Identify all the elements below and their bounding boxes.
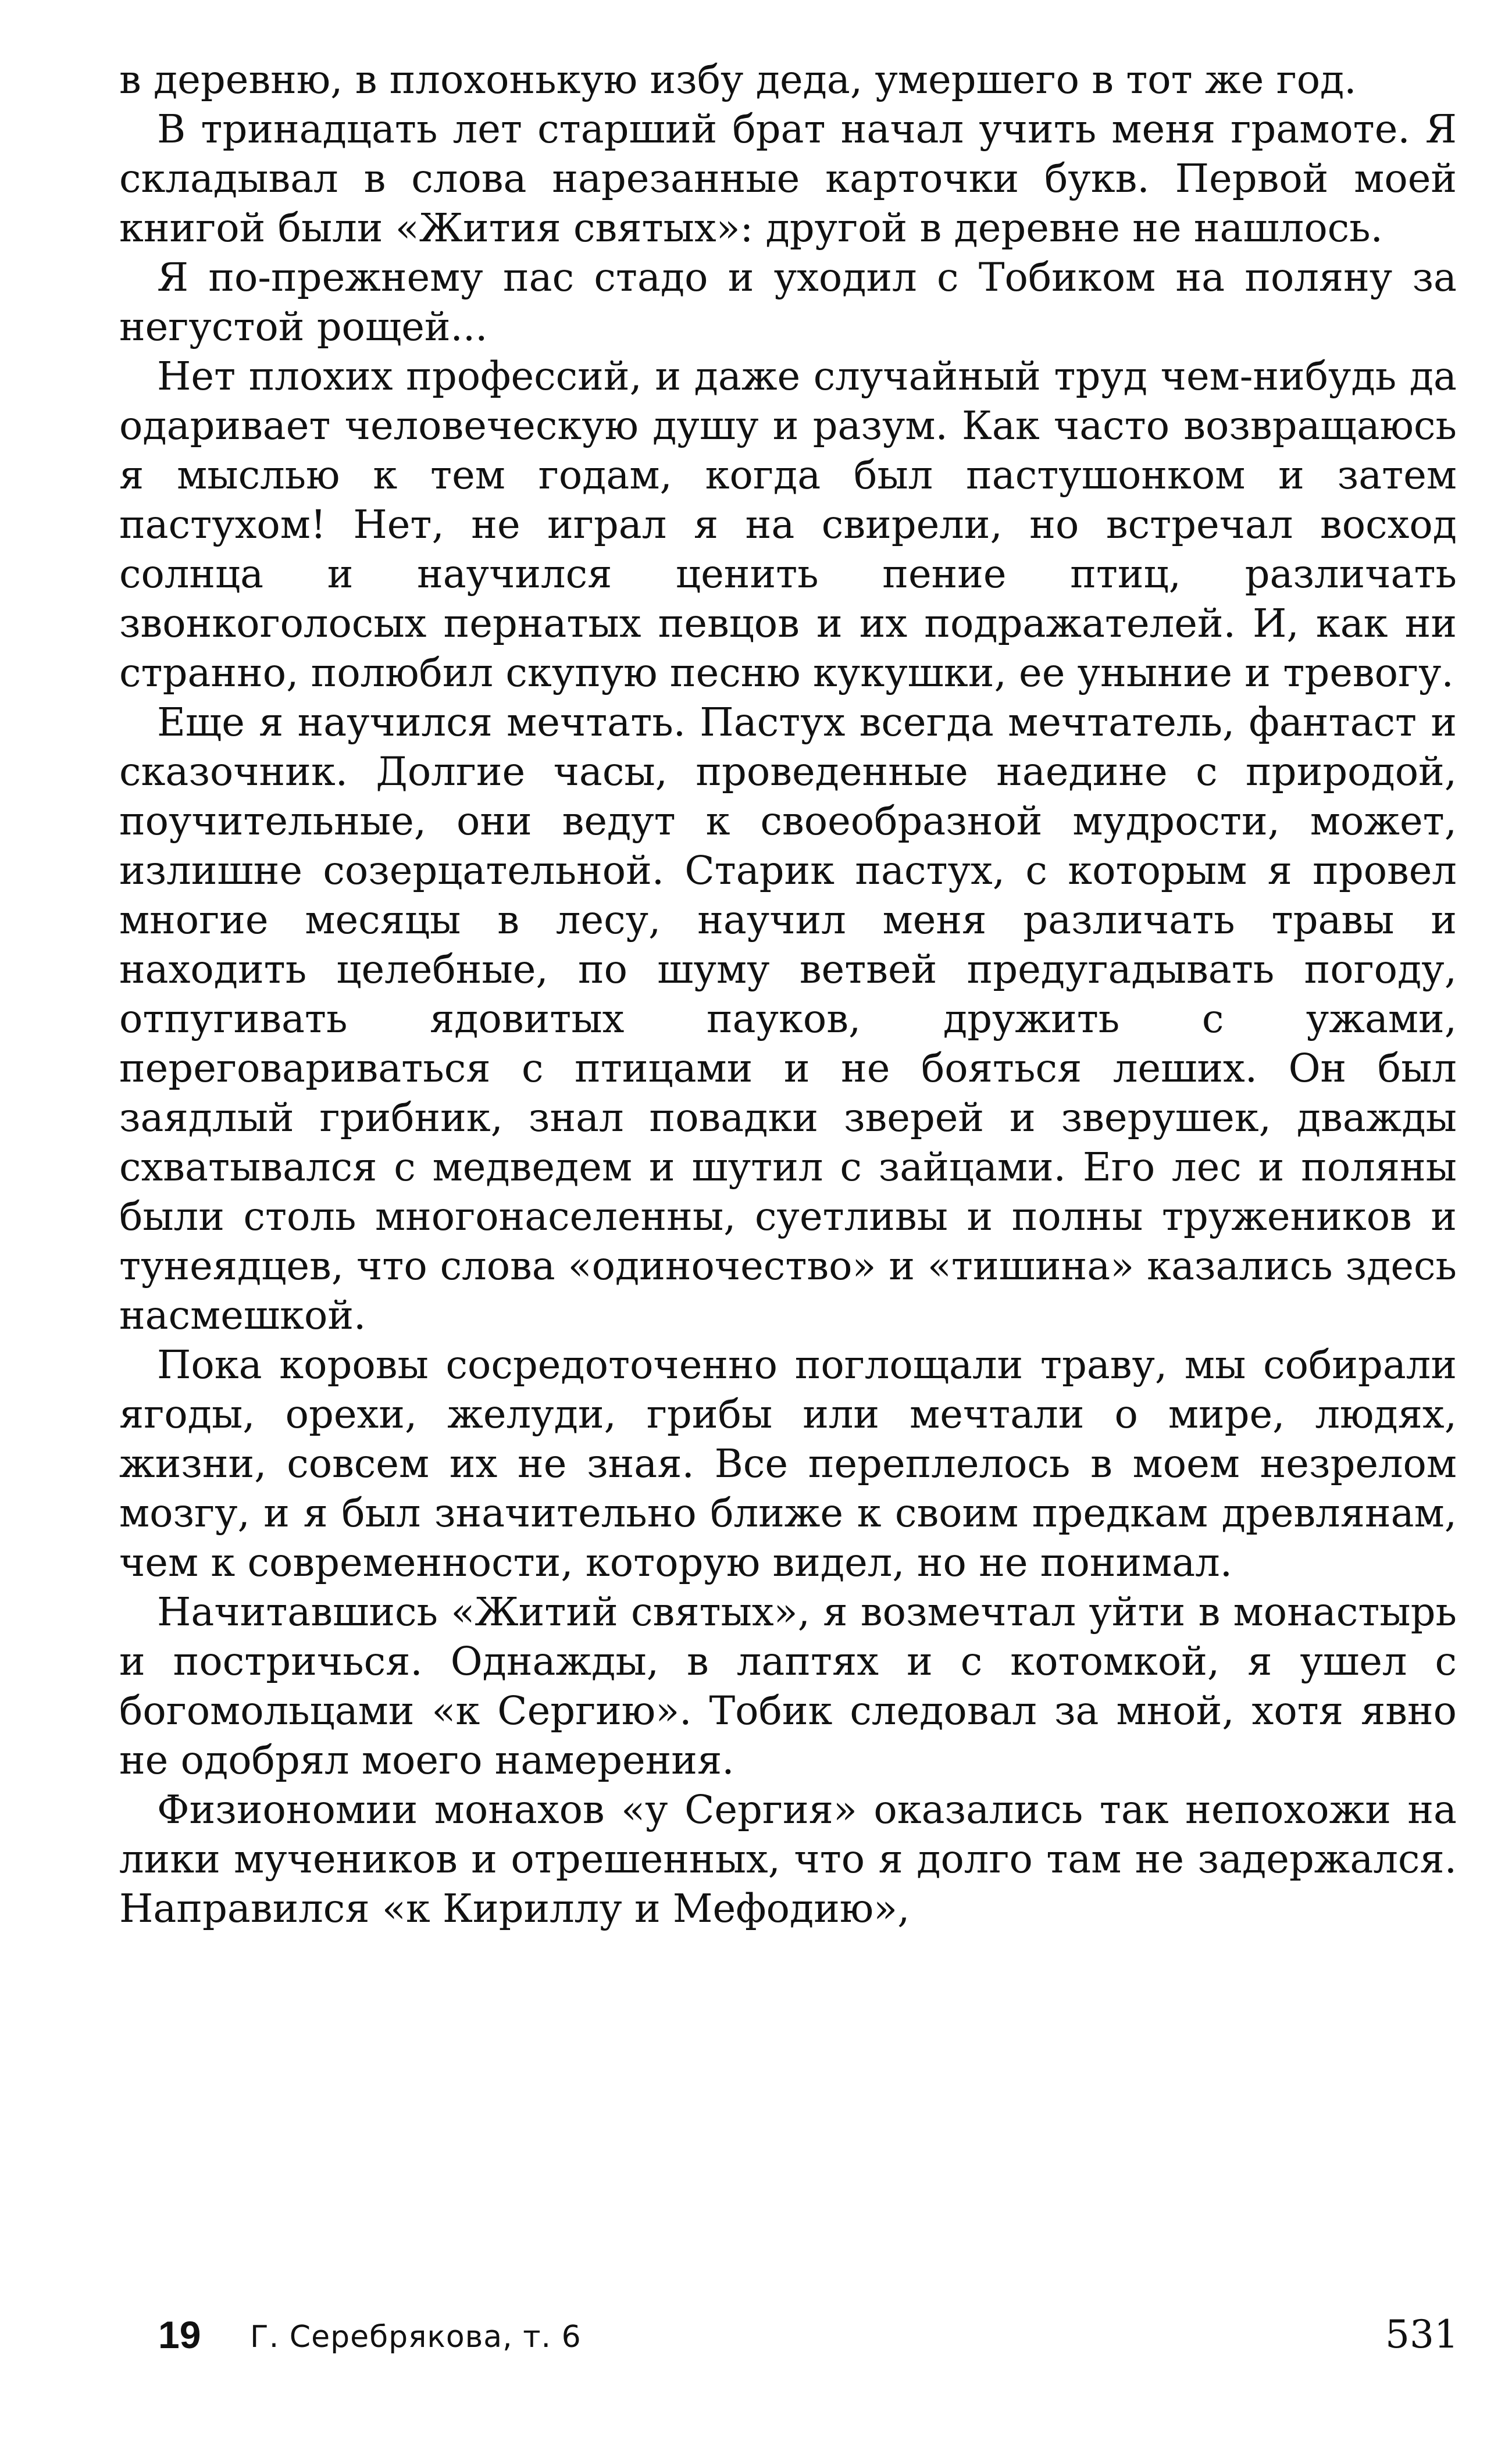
page-number: 531 [1385,2312,1458,2357]
signature-number: 19 [158,2313,201,2356]
paragraph: Еще я научился мечтать. Пастух всегда мечтатель, фантаст и сказочник. Долгие часы, проведенные наедине с природой, поучительные, они ведут к своеобразной мудрости, может, излишне созерцательной. Старик пастух, с которым я провел многие месяцы в лесу, научил меня различать травы и находить целебные, по шуму ветвей предугадывать погоду, отпугивать ядовитых пауков, дружить с ужами, переговариваться с птицами и не бояться леших. Он был заядлый грибник, знал повадки зверей и зверушек, дважды схватывался с медведем и шутил с зайцами. Его лес и поляны были столь многонаселенны, суетливы и полны тружеников и тунеядцев, что слова «одиночество» и «тишина» казались здесь насмешкой. [119,700,1457,1338]
paragraph: Начитавшись «Житий святых», я возмечтал уйти в монастырь и постричься. Однажды, в лаптях и с котомкой, я ушел с богомольцами «к Сергию». Тобик следовал за мной, хотя явно не одобрял моего намерения. [119,1589,1457,1783]
paragraph: Нет плохих профессий, и даже случайный труд чем-нибудь да одаривает человеческую душу и разум. Как часто возвращаюсь я мыслью к тем годам, когда был пастушонком и затем пастухом! Нет, не играл я на свирели, но встречал восход солнца и научился ценить пение птиц, различать звонкоголосых пернатых певцов и их подражателей. И, как ни странно, полюбил скупую песню кукушки, ее уныние и тревогу. [119,354,1457,695]
paragraph: Физиономии монахов «у Сергия» оказались так непохожи на лики мучеников и отрешенных, что я долго там не задержался. Направился «к Кириллу и Мефодию», [119,1787,1457,1931]
page-footer [0,2311,1512,2370]
signature-text: Г. Серебрякова, т. 6 [250,2320,582,2355]
paragraph: Я по-прежнему пас стадо и уходил с Тобиком на поляну за негустой рощей... [119,255,1457,349]
body-text [119,55,1457,1934]
paragraph-continuation: в деревню, в плохонькую избу деда, умершего в тот же год. [119,57,1357,102]
paragraph: Пока коровы сосредоточенно поглощали траву, мы собирали ягоды, орехи, желуди, грибы или мечтали о мире, людях, жизни, совсем их не зная. Все переплелось в моем незрелом мозгу, и я был значительно ближе к своим предкам древлянам, чем к современности, которую видел, но не понимал. [119,1342,1457,1585]
paragraph: В тринадцать лет старший брат начал учить меня грамоте. Я складывал в слова нарезанные карточки букв. Первой моей книгой были «Жития святых»: другой в деревне не нашлось. [119,106,1457,251]
